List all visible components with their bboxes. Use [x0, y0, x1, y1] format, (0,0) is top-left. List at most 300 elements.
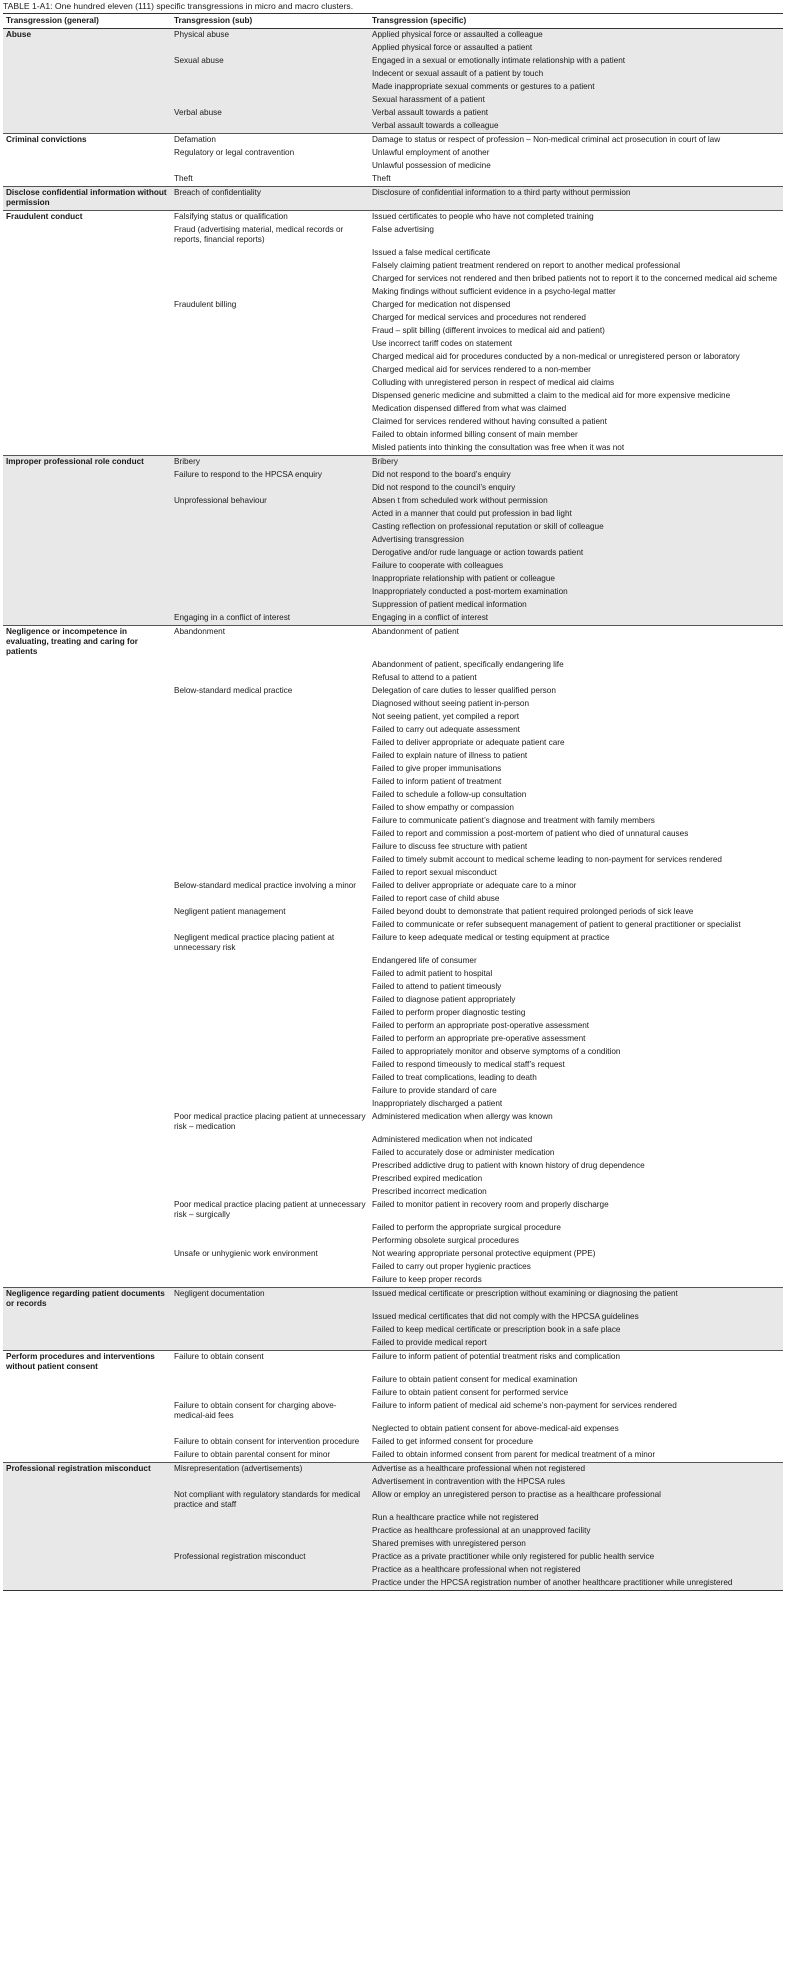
table-row: [3, 750, 783, 763]
cell-sub: [171, 955, 369, 968]
cell-general: [3, 573, 171, 586]
table-row: [3, 586, 783, 599]
table-row: [3, 560, 783, 573]
cell-specific: Performing obsolete surgical procedures: [372, 1236, 519, 1245]
cell-general: [3, 299, 171, 312]
cell-general: [3, 1436, 171, 1449]
cell-specific: Failure to inform patient of medical aid scheme’s non-payment for services rendered: [372, 1401, 677, 1410]
cell-general: [3, 880, 171, 893]
table-row: [3, 1007, 783, 1020]
table-row: [3, 626, 783, 660]
table-row: [3, 1160, 783, 1173]
cell-sub: [171, 1311, 369, 1324]
cell-specific: Charged for medical services and procedures not rendered: [372, 313, 586, 322]
cell-specific: Bribery: [369, 456, 783, 470]
cell-sub: [171, 68, 369, 81]
table-row: [3, 1186, 783, 1199]
cell-sub: [171, 1261, 369, 1274]
table-row: [3, 173, 783, 187]
table-row: [3, 1423, 783, 1436]
cell-specific: Abandonment of patient, specifically endangering life: [372, 660, 564, 669]
cell-specific: Failure to communicate patient’s diagnose and treatment with family members: [372, 816, 655, 825]
cell-sub: [171, 867, 369, 880]
table-row: [3, 1387, 783, 1400]
table-row: [3, 1449, 783, 1463]
cell-general: [3, 1324, 171, 1337]
cell-specific: Issued medical certificate or prescription without examining or diagnosing the patient: [369, 1288, 783, 1312]
cell-sub: [171, 442, 369, 456]
cell-sub: [171, 1337, 369, 1351]
cell-specific: Delegation of care duties to lesser qualified person: [372, 686, 556, 695]
cell-sub: Poor medical practice placing patient at unnecessary risk – surgically: [174, 1200, 366, 1219]
cell-sub: [171, 1098, 369, 1111]
cell-general: [3, 932, 171, 955]
table-row: [3, 1538, 783, 1551]
cell-specific: Derogative and/or rude language or action towards patient: [369, 547, 783, 560]
cell-general: [3, 1274, 171, 1288]
table-row: [3, 364, 783, 377]
table-row: [3, 1134, 783, 1147]
cell-sub: Below-standard medical practice involving a minor: [174, 881, 357, 890]
cell-sub: Theft: [174, 174, 193, 183]
cell-specific: Prescribed expired medication: [372, 1174, 483, 1183]
cell-specific: Medication dispensed differed from what was claimed: [372, 404, 567, 413]
cell-sub: [171, 1387, 369, 1400]
cell-general: [3, 224, 171, 247]
cell-specific: Indecent or sexual assault of a patient by touch: [369, 68, 783, 81]
cell-sub: [171, 42, 369, 55]
cell-general: [3, 534, 171, 547]
cell-specific: Misled patients into thinking the consultation was free when it was not: [372, 443, 625, 452]
table-row: [3, 1020, 783, 1033]
table-row: [3, 312, 783, 325]
cell-sub: [171, 1324, 369, 1337]
table-row: [3, 1324, 783, 1337]
cell-general: [3, 919, 171, 932]
cell-sub: [171, 377, 369, 390]
cell-sub: Regulatory or legal contravention: [174, 148, 295, 157]
table-row: [3, 286, 783, 299]
cell-specific: Failure to keep adequate medical or testing equipment at practice: [372, 933, 610, 942]
cell-specific: Failure to inform patient of potential treatment risks and complication: [369, 1351, 783, 1375]
cell-specific: Colluding with unregistered person in respect of medical aid claims: [372, 378, 615, 387]
cell-general: [3, 273, 171, 286]
table-row: [3, 1288, 783, 1312]
cell-specific: Failure to keep proper records: [372, 1275, 482, 1284]
table-row: [3, 994, 783, 1007]
cell-general: [3, 1007, 171, 1020]
table-row: [3, 1436, 783, 1449]
cell-sub: [171, 1173, 369, 1186]
cell-specific: Failed to perform an appropriate post-operative assessment: [372, 1021, 590, 1030]
cell-sub: [171, 1085, 369, 1098]
cell-specific: Absen t from scheduled work without permission: [369, 495, 783, 508]
cell-sub: [171, 416, 369, 429]
cell-specific: Abandonment of patient: [369, 626, 783, 660]
cell-general: [3, 1577, 171, 1591]
header-general: Transgression (general): [3, 14, 171, 29]
cell-specific: Failed beyond doubt to demonstrate that patient required prolonged periods of sick leave: [372, 907, 694, 916]
cell-specific: Not wearing appropriate personal protective equipment (PPE): [372, 1249, 596, 1258]
table-row: [3, 1400, 783, 1423]
cell-sub: [171, 247, 369, 260]
cell-general: [3, 1337, 171, 1351]
cell-general: [3, 685, 171, 698]
table-row: [3, 698, 783, 711]
cell-sub: [171, 1160, 369, 1173]
table-row: [3, 416, 783, 429]
cell-general: [3, 1538, 171, 1551]
cell-sub: [171, 1046, 369, 1059]
cell-general: [3, 981, 171, 994]
cell-specific: Failed to perform proper diagnostic testing: [372, 1008, 526, 1017]
cell-sub: Misrepresentation (advertisements): [171, 1463, 369, 1477]
cell-general: [3, 828, 171, 841]
cell-specific: Sexual harassment of a patient: [369, 94, 783, 107]
header-specific: Transgression (specific): [369, 14, 783, 29]
cell-specific: Disclosure of confidential information to a third party without permission: [369, 187, 783, 211]
cell-general: [3, 1059, 171, 1072]
cell-specific: Advertisement in contravention with the HPCSA rules: [369, 1476, 783, 1489]
cell-specific: Verbal assault towards a patient: [369, 107, 783, 120]
cell-general: [3, 1134, 171, 1147]
cell-specific: Failed to give proper immunisations: [372, 764, 502, 773]
table-row: [3, 1111, 783, 1134]
cell-specific: Practice as a private practitioner while only registered for public health service: [369, 1551, 783, 1564]
cell-sub: Failure to obtain consent for intervention procedure: [174, 1437, 360, 1446]
cell-general: [3, 955, 171, 968]
cell-sub: Sexual abuse: [171, 55, 369, 68]
cell-sub: Failure to respond to the HPCSA enquiry: [171, 469, 369, 482]
cell-specific: Casting reflection on professional reputation or skill of colleague: [369, 521, 783, 534]
cell-specific: Failure to obtain patient consent for performed service: [372, 1388, 569, 1397]
cell-specific: Failed to keep medical certificate or prescription book in a safe place: [369, 1324, 783, 1337]
table-row: [3, 659, 783, 672]
cell-specific: Failure to provide standard of care: [372, 1086, 497, 1095]
table-row: [3, 1525, 783, 1538]
cell-sub: [171, 919, 369, 932]
cell-general: [3, 802, 171, 815]
cell-sub: [171, 120, 369, 134]
cell-general: [3, 1512, 171, 1525]
table-row: [3, 1085, 783, 1098]
cell-general: [3, 94, 171, 107]
cell-specific: Did not respond to the council’s enquiry: [369, 482, 783, 495]
table-row: [3, 955, 783, 968]
table-row: [3, 273, 783, 286]
cell-general: [3, 521, 171, 534]
cell-general: [3, 416, 171, 429]
table-row: [3, 495, 783, 508]
cell-sub: [171, 1235, 369, 1248]
cell-specific: Failed to diagnose patient appropriately: [372, 995, 516, 1004]
cell-specific: Verbal assault towards a colleague: [369, 120, 783, 134]
cell-sub: Failure to obtain consent for charging above-medical-aid fees: [174, 1401, 337, 1420]
cell-general: [3, 994, 171, 1007]
cell-sub: [171, 1374, 369, 1387]
cell-general: [3, 1525, 171, 1538]
cell-sub: [171, 1072, 369, 1085]
cell-sub: [171, 1134, 369, 1147]
cell-specific: Applied physical force or assaulted a patient: [369, 42, 783, 55]
cell-general: [3, 68, 171, 81]
cell-sub: [171, 160, 369, 173]
cell-sub: [171, 981, 369, 994]
table-row: [3, 94, 783, 107]
cell-general: [3, 560, 171, 573]
cell-general: [3, 1020, 171, 1033]
cell-specific: Not seeing patient, yet compiled a report: [372, 712, 520, 721]
cell-general: [3, 789, 171, 802]
cell-sub: Not compliant with regulatory standards for medical practice and staff: [171, 1489, 369, 1512]
cell-sub: [171, 364, 369, 377]
cell-sub: Unprofessional behaviour: [171, 495, 369, 508]
table-row: [3, 854, 783, 867]
cell-sub: [171, 659, 369, 672]
header-sub: Transgression (sub): [171, 14, 369, 29]
cell-sub: [171, 776, 369, 789]
cell-general: Disclose confidential information without permission: [3, 187, 171, 211]
table-row: [3, 841, 783, 854]
table-row: [3, 789, 783, 802]
cell-general: [3, 482, 171, 495]
cell-general: [3, 442, 171, 456]
cell-sub: [171, 802, 369, 815]
cell-general: [3, 1098, 171, 1111]
table-row: [3, 711, 783, 724]
cell-sub: Fraud (advertising material, medical records or reports, financial reports): [174, 225, 344, 244]
cell-general: [3, 1551, 171, 1564]
cell-sub: Fraudulent billing: [174, 300, 237, 309]
cell-specific: Prescribed addictive drug to patient with known history of drug dependence: [372, 1161, 645, 1170]
cell-sub: [171, 1423, 369, 1436]
cell-sub: [171, 994, 369, 1007]
cell-general: [3, 1374, 171, 1387]
table-row: [3, 1512, 783, 1525]
table-row: [3, 672, 783, 685]
cell-general: [3, 1400, 171, 1423]
cell-general: [3, 1173, 171, 1186]
cell-general: [3, 247, 171, 260]
cell-sub: [171, 573, 369, 586]
table-row: [3, 1311, 783, 1324]
table-row: [3, 224, 783, 247]
cell-specific: Failed to obtain informed consent from parent for medical treatment of a minor: [372, 1450, 656, 1459]
table-row: [3, 1046, 783, 1059]
cell-general: [3, 325, 171, 338]
table-row: [3, 482, 783, 495]
cell-specific: Damage to status or respect of profession – Non-medical criminal act prosecution in court of law: [369, 134, 783, 148]
table-row: [3, 802, 783, 815]
cell-general: [3, 1111, 171, 1134]
cell-specific: Inappropriate relationship with patient or colleague: [369, 573, 783, 586]
cell-general: [3, 364, 171, 377]
cell-sub: Breach of confidentiality: [171, 187, 369, 211]
cell-specific: Engaged in a sexual or emotionally intimate relationship with a patient: [369, 55, 783, 68]
cell-general: [3, 403, 171, 416]
cell-sub: [171, 94, 369, 107]
cell-general: [3, 390, 171, 403]
table-row: [3, 521, 783, 534]
table-row: [3, 981, 783, 994]
cell-sub: [171, 273, 369, 286]
cell-specific: Failure to cooperate with colleagues: [369, 560, 783, 573]
cell-general: [3, 469, 171, 482]
cell-specific: Failed to provide medical report: [369, 1337, 783, 1351]
cell-specific: Practice under the HPCSA registration number of another healthcare practitioner while unregistered: [369, 1577, 783, 1591]
cell-sub: [171, 1525, 369, 1538]
cell-sub: [171, 521, 369, 534]
cell-specific: Failure to discuss fee structure with patient: [372, 842, 528, 851]
table-row: [3, 403, 783, 416]
cell-general: [3, 55, 171, 68]
cell-sub: [171, 1538, 369, 1551]
cell-general: [3, 1147, 171, 1160]
table-row: [3, 776, 783, 789]
cell-general: [3, 1199, 171, 1222]
cell-sub: [171, 789, 369, 802]
table-body: [3, 29, 783, 1591]
cell-sub: [171, 724, 369, 737]
cell-specific: Acted in a manner that could put profession in bad light: [369, 508, 783, 521]
table-row: [3, 815, 783, 828]
table-row: [3, 1235, 783, 1248]
cell-sub: [171, 586, 369, 599]
cell-specific: Administered medication when allergy was known: [372, 1112, 553, 1121]
cell-sub: [171, 429, 369, 442]
cell-general: [3, 737, 171, 750]
cell-sub: Poor medical practice placing patient at unnecessary risk – medication: [174, 1112, 366, 1131]
cell-specific: Falsely claiming patient treatment rendered on report to another medical professional: [372, 261, 681, 270]
cell-general: [3, 173, 171, 187]
table-row: [3, 1274, 783, 1288]
cell-specific: Inappropriately conducted a post-mortem examination: [369, 586, 783, 599]
cell-specific: Unlawful possession of medicine: [372, 161, 491, 170]
cell-sub: Failure to obtain parental consent for minor: [174, 1450, 331, 1459]
cell-specific: Run a healthcare practice while not registered: [369, 1512, 783, 1525]
cell-specific: Charged for medication not dispensed: [372, 300, 511, 309]
cell-general: [3, 429, 171, 442]
cell-specific: Failed to get informed consent for procedure: [372, 1437, 534, 1446]
cell-specific: Failed to obtain informed billing consent of main member: [372, 430, 578, 439]
table-row: [3, 134, 783, 148]
cell-general: [3, 508, 171, 521]
cell-sub: [171, 854, 369, 867]
cell-specific: Failed to respond timeously to medical staff’s request: [372, 1060, 565, 1069]
table-row: [3, 919, 783, 932]
cell-sub: Negligent medical practice placing patient at unnecessary risk: [174, 933, 335, 952]
cell-sub: [171, 1033, 369, 1046]
cell-general: [3, 1085, 171, 1098]
cell-sub: [171, 508, 369, 521]
table-row: [3, 828, 783, 841]
cell-general: [3, 377, 171, 390]
cell-specific: Failed to deliver appropriate or adequate care to a minor: [372, 881, 577, 890]
table-row: [3, 147, 783, 160]
cell-specific: Advertise as a healthcare professional when not registered: [369, 1463, 783, 1477]
cell-sub: [171, 1274, 369, 1288]
cell-sub: [171, 737, 369, 750]
table-row: [3, 880, 783, 893]
table-row: [3, 81, 783, 94]
cell-general: [3, 107, 171, 120]
table-row: [3, 211, 783, 225]
cell-specific: Inappropriately discharged a patient: [372, 1099, 503, 1108]
cell-general: [3, 351, 171, 364]
cell-sub: [171, 351, 369, 364]
cell-general: [3, 612, 171, 626]
cell-general: [3, 776, 171, 789]
table-row: [3, 599, 783, 612]
cell-specific: Issued a false medical certificate: [372, 248, 491, 257]
table-row: [3, 338, 783, 351]
cell-specific: Failed to report sexual misconduct: [372, 868, 497, 877]
cell-specific: Engaging in a conflict of interest: [369, 612, 783, 626]
table-row: [3, 1374, 783, 1387]
cell-sub: [171, 672, 369, 685]
table-row: [3, 968, 783, 981]
cell-sub: Bribery: [171, 456, 369, 470]
cell-sub: [171, 968, 369, 981]
table-row: [3, 737, 783, 750]
table-row: [3, 1261, 783, 1274]
cell-general: Abuse: [3, 29, 171, 43]
cell-general: [3, 1311, 171, 1324]
transgressions-table: [3, 13, 783, 1591]
cell-sub: Negligent patient management: [174, 907, 286, 916]
table-row: [3, 390, 783, 403]
cell-sub: Falsifying status or qualification: [171, 211, 369, 225]
cell-specific: False advertising: [372, 225, 434, 234]
cell-sub: [171, 560, 369, 573]
cell-general: [3, 659, 171, 672]
cell-general: [3, 1033, 171, 1046]
cell-general: [3, 1261, 171, 1274]
cell-general: [3, 841, 171, 854]
cell-general: Improper professional role conduct: [3, 456, 171, 470]
header-row: [3, 14, 783, 29]
table-row: [3, 508, 783, 521]
cell-general: [3, 160, 171, 173]
cell-general: [3, 1235, 171, 1248]
table-row: [3, 299, 783, 312]
cell-sub: [171, 338, 369, 351]
cell-specific: Refusal to attend to a patient: [372, 673, 477, 682]
cell-specific: Failed to carry out proper hygienic practices: [372, 1262, 531, 1271]
cell-general: [3, 312, 171, 325]
cell-general: [3, 854, 171, 867]
cell-specific: Failed to report and commission a post-mortem of patient who died of unnatural causes: [372, 829, 689, 838]
cell-specific: Failed to schedule a follow-up consultation: [372, 790, 527, 799]
cell-general: [3, 672, 171, 685]
cell-general: [3, 42, 171, 55]
cell-specific: Advertising transgression: [369, 534, 783, 547]
cell-specific: Issued medical certificates that did not comply with the HPCSA guidelines: [369, 1311, 783, 1324]
cell-general: Fraudulent conduct: [3, 211, 171, 225]
cell-sub: [171, 1564, 369, 1577]
table-row: [3, 724, 783, 737]
cell-sub: [171, 1059, 369, 1072]
cell-specific: Charged medical aid for services rendered to a non-member: [372, 365, 591, 374]
cell-specific: Failed to admit patient to hospital: [372, 969, 493, 978]
table-row: [3, 1577, 783, 1591]
cell-sub: Physical abuse: [171, 29, 369, 43]
cell-specific: Endangered life of consumer: [372, 956, 477, 965]
cell-specific: Allow or employ an unregistered person to practise as a healthcare professional: [369, 1489, 783, 1512]
table-row: [3, 893, 783, 906]
table-row: [3, 932, 783, 955]
table-row: [3, 612, 783, 626]
